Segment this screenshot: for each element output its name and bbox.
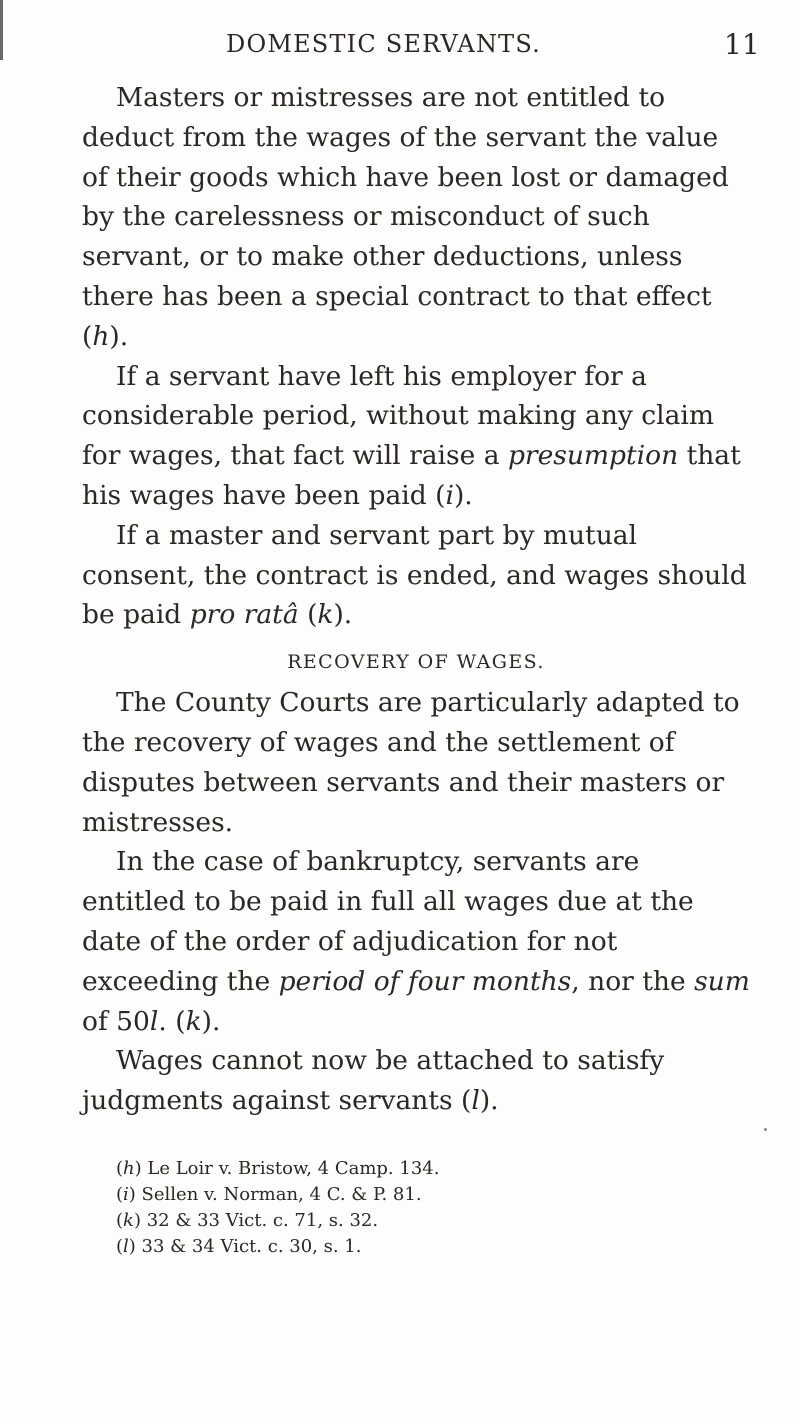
italic-text: i	[445, 479, 454, 511]
italic-text: presumption	[507, 440, 679, 472]
text-run: that his wages have been paid (	[82, 440, 741, 511]
paragraph	[82, 516, 750, 635]
footnote: (h) Le Loir v. Bristow, 4 Camp. 134.	[116, 1158, 440, 1179]
footnote: (i) Sellen v. Norman, 4 C. & P. 81.	[116, 1184, 422, 1205]
footnote-mark: i	[123, 1184, 129, 1205]
body-text	[82, 78, 750, 1121]
text-run: In the case of bankruptcy, servants are entitled to be paid in full all wages due at the date of the order of adjudication for not exceeding the	[82, 846, 694, 997]
text-run: of 50	[82, 1005, 150, 1037]
text-run: ).	[479, 1085, 499, 1117]
text-run: If a master and servant part by mutual consent, the contract is ended, and wages should be paid	[82, 519, 747, 631]
italic-text: pro ratâ	[189, 599, 299, 631]
italic-text: l	[471, 1085, 480, 1117]
margin-speck	[764, 1128, 767, 1131]
paragraph	[82, 842, 750, 1041]
text-run: ).	[333, 599, 353, 631]
text-run: The County Courts are particularly adapted to the recovery of wages and the settlement of disputes between servants and their masters or mistresses.	[82, 687, 740, 838]
footnote: (k) 32 & 33 Vict. c. 71, s. 32.	[116, 1210, 379, 1231]
italic-text: sum	[694, 965, 750, 997]
paragraph	[82, 357, 750, 516]
footnote-text: 33 & 34 Vict. c. 30, s. 1.	[141, 1236, 362, 1257]
footnote-mark: h	[123, 1158, 135, 1179]
footnotes	[116, 1156, 756, 1260]
paragraph	[82, 1041, 750, 1121]
footnote-text: Sellen v. Norman, 4 C. & P. 81.	[141, 1184, 422, 1205]
footnote-mark: l	[123, 1236, 129, 1257]
footnote-mark: k	[123, 1210, 134, 1231]
footnote-text: 32 & 33 Vict. c. 71, s. 32.	[146, 1210, 379, 1231]
italic-text: k	[317, 599, 334, 631]
footnote: (l) 33 & 34 Vict. c. 30, s. 1.	[116, 1236, 362, 1257]
italic-text: l	[149, 1005, 159, 1037]
text-run: Masters or mistresses are not entitled to deduct from the wages of the servant the value of their goods which have been lost or damaged by the carelessness or misconduct of such servant, or to make other deductions, unless there has been a special contract to that effect (	[82, 82, 729, 352]
text-run: , nor the	[571, 965, 695, 997]
running-head	[0, 30, 800, 70]
text-run: . (	[158, 1005, 186, 1037]
text-run: ).	[201, 1005, 221, 1037]
text-run: (	[298, 599, 318, 631]
italic-text: k	[185, 1005, 202, 1037]
italic-text: h	[92, 320, 110, 352]
footnote-text: Le Loir v. Bristow, 4 Camp. 134.	[147, 1158, 440, 1179]
text-run: ).	[453, 479, 473, 511]
italic-text: period of four months	[278, 965, 572, 997]
paragraph	[82, 683, 750, 842]
text-run: ).	[109, 320, 129, 352]
paragraph	[82, 78, 750, 357]
text-run: Wages cannot now be attached to satisfy judgments against servants (	[82, 1045, 665, 1117]
section-heading: RECOVERY OF WAGES.	[287, 651, 545, 674]
text-run: If a servant have left his employer for a considerable period, without making any claim for wages, that fact will raise a	[82, 360, 715, 472]
running-title: DOMESTIC SERVANTS.	[226, 30, 541, 58]
page-number: 11	[724, 28, 760, 61]
